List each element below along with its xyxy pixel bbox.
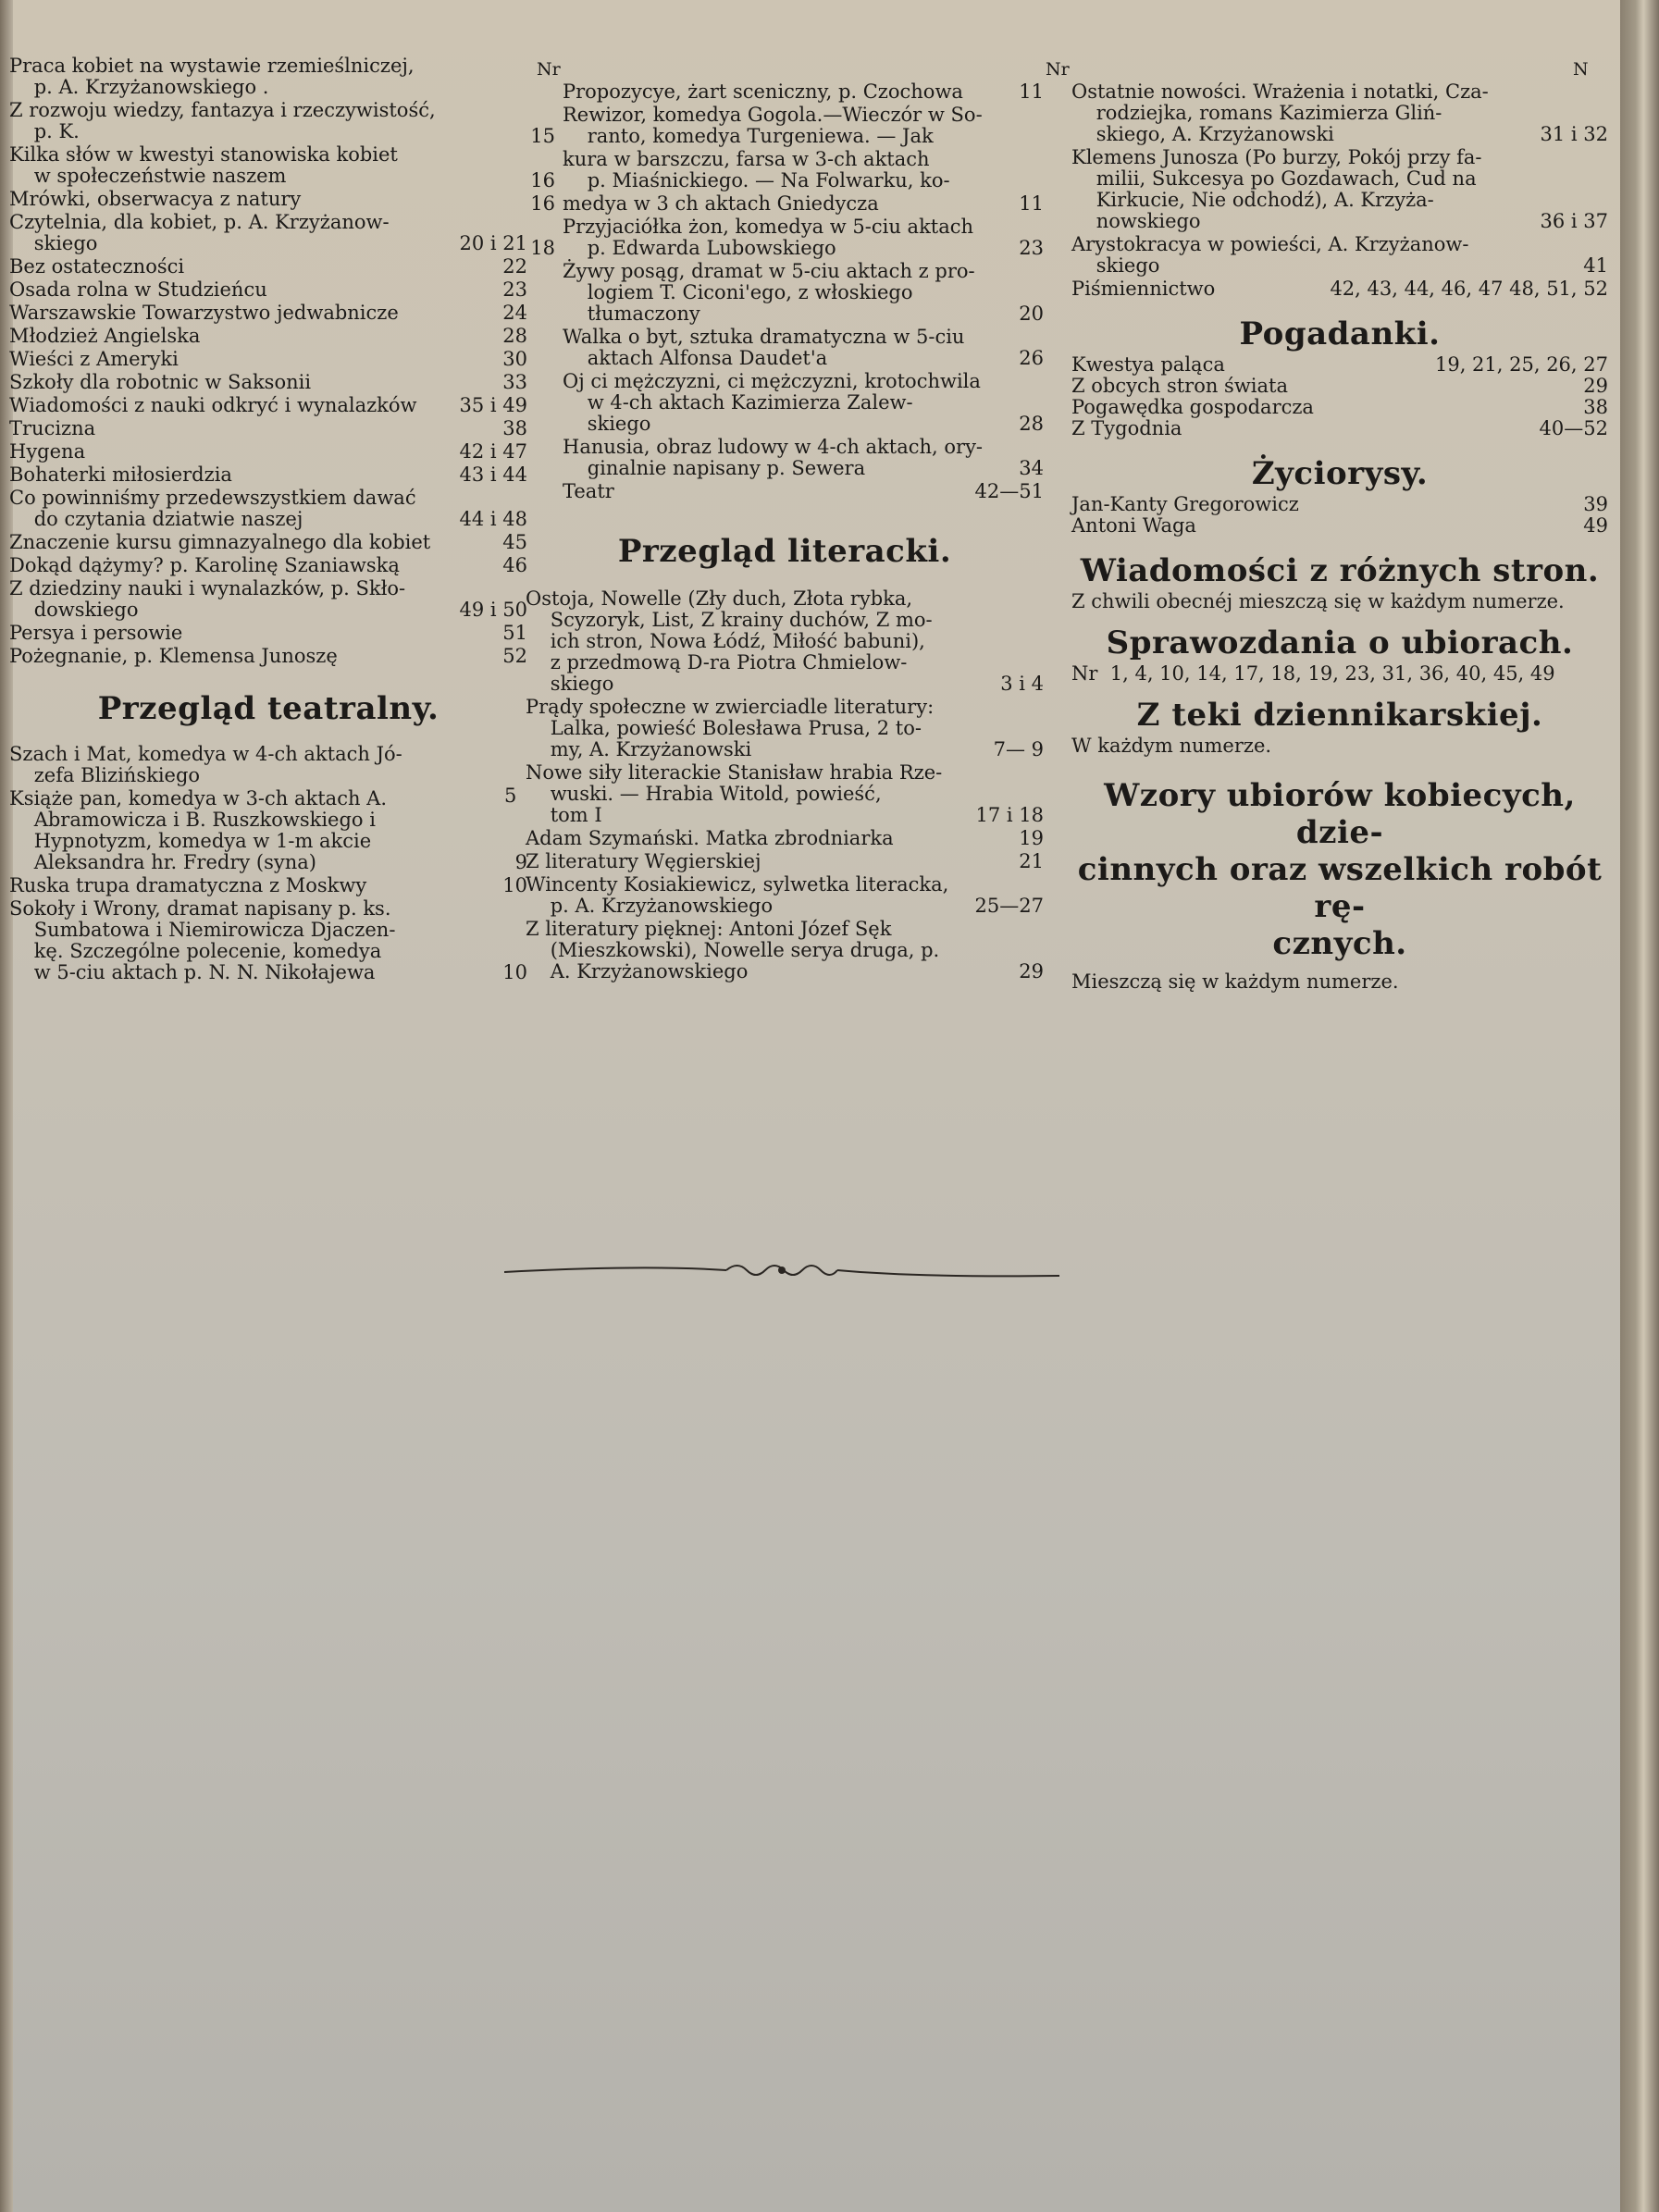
entry-issue-number: 23	[1019, 237, 1044, 259]
entry-text: Pożegnanie, p. Klemensa Junoszę	[9, 645, 338, 667]
entry-text: Znaczenie kursu gimnazyalnego dla kobiet	[9, 531, 431, 553]
entry-text: Persya i persowie	[9, 622, 183, 644]
index-entry	[9, 256, 527, 278]
entry-text: Wiadomości z nauki odkryć i wynalazków	[9, 394, 417, 416]
entry-issue-number: 25—27	[974, 895, 1044, 917]
index-entry	[9, 144, 527, 187]
entry-issue-number: 49 i 50	[459, 599, 527, 621]
index-entry	[526, 851, 1044, 872]
index-entry	[9, 464, 527, 486]
entry-issue-number: 33	[502, 371, 527, 393]
index-entry	[1071, 81, 1608, 145]
entry-text: Wieści z Ameryki	[9, 348, 179, 370]
entry-left-number: 16	[530, 192, 555, 215]
entry-issue-number: 9	[514, 851, 527, 873]
entry-issue-number: 3 i 4	[1000, 673, 1044, 695]
entry-issue-number: 26	[1019, 347, 1044, 369]
index-entry	[526, 697, 1044, 760]
entry-issue-number: 44 i 48	[459, 508, 527, 530]
entry-issue-number: 28	[1019, 413, 1044, 435]
ornament-divider	[504, 1254, 1059, 1291]
entry-text: Szach i Mat, komedya w 4-ch aktach Jó- zefa Blizińskiego	[9, 743, 402, 786]
index-entry	[9, 646, 527, 667]
column-3	[1071, 81, 1608, 993]
entry-text: Trucizna	[9, 417, 96, 439]
index-entry	[9, 578, 527, 621]
entry-text: Nowe siły literackie Stanisław hrabia Rze- wuski. — Hrabia Witold, powieść, tom I	[526, 761, 943, 826]
entry-text: Co powinniśmy przedewszystkiem dawać do czytania dziatwie naszej	[9, 487, 416, 530]
index-entry	[1071, 376, 1608, 397]
entry-text: Prądy społeczne w zwierciadle literatury: Lalka, powieść Bolesława Prusa, 2 to- my, A. Krzyżanowski	[526, 696, 935, 760]
index-entry	[526, 216, 1044, 259]
entry-issue-number: 29	[1583, 375, 1608, 397]
entry-text: Z literatury Węgierskiej	[526, 850, 761, 872]
index-entry	[9, 875, 527, 896]
entry-issue-number: 28	[502, 325, 527, 347]
column-1	[9, 56, 527, 985]
index-entry	[9, 212, 527, 254]
entry-issue-number: 42, 43, 44, 46, 47 48, 51, 52	[1330, 278, 1608, 300]
entry-text: Kilka słów w kwestyi stanowiska kobiet w społeczeństwie naszem	[9, 143, 398, 187]
index-entry	[1071, 397, 1608, 418]
entry-text: Hanusia, obraz ludowy w 4-ch aktach, ory- ginalnie napisany p. Sewera	[563, 436, 984, 479]
index-entry	[1071, 515, 1608, 537]
index-entry	[9, 326, 527, 347]
entry-text: Z Tygodnia	[1071, 417, 1182, 439]
news-text: Z chwili obecnéj mieszczą się w każdym numerze.	[1071, 590, 1565, 612]
index-entry	[9, 623, 527, 644]
index-entry	[9, 898, 527, 983]
index-entry	[526, 481, 1044, 502]
entry-text: Szkoły dla robotnic w Saksonii	[9, 371, 312, 393]
page-edge-right	[1620, 0, 1659, 2212]
entry-issue-number: 52	[502, 645, 527, 667]
fashion-issue-list: Nr 1, 4, 10, 14, 17, 18, 19, 23, 31, 36, 40, 45, 49	[1071, 662, 1555, 685]
theatre-entry-list	[9, 744, 527, 983]
entry-issue-number: 10	[502, 961, 527, 983]
index-entry	[9, 788, 527, 873]
index-entry	[9, 303, 527, 324]
section-title-fashion: Sprawozdania o ubiorach.	[1106, 624, 1574, 661]
entry-text: Antoni Waga	[1071, 514, 1196, 537]
index-entry	[526, 327, 1044, 369]
index-entry	[9, 349, 527, 370]
entry-text: Propozycye, żart sceniczny, p. Czochowa	[563, 80, 963, 103]
entry-text: Sokoły i Wrony, dramat napisany p. ks. Sumbatowa i Niemirowicza Djaczen- kę. Szczególne polecenie, komedya w 5-ciu aktach p. N. N. Nikołajewa	[9, 897, 396, 983]
col1-entry-list	[9, 56, 527, 667]
index-entry	[9, 279, 527, 301]
entry-text: Ostatnie nowości. Wrażenia i notatki, Cza- rodziejka, romans Kazimierza Gliń- skiego, A. Krzyżanowski	[1071, 80, 1489, 145]
index-entry	[9, 532, 527, 553]
entry-text: Osada rolna w Studzieńcu	[9, 278, 267, 301]
entry-left-number: 18	[530, 237, 555, 259]
entry-text: Piśmiennictwo	[1071, 278, 1216, 300]
entry-left-number: 15	[530, 125, 555, 147]
entry-text: Z dziedziny nauki i wynalazków, p. Skło- dowskiego	[9, 577, 406, 621]
entry-text: Przyjaciółka żon, komedya w 5-ciu aktach p. Edwarda Lubowskiego	[563, 216, 974, 259]
index-entry	[526, 919, 1044, 982]
entry-text: Bohaterki miłosierdzia	[9, 463, 232, 486]
biography-entry-list	[1071, 494, 1608, 537]
entry-issue-number: 22	[502, 255, 527, 278]
index-entry	[526, 371, 1044, 435]
talks-entry-list	[1071, 354, 1608, 439]
entry-text: Z literatury pięknej: Antoni Józef Sęk (Mieszkowski), Nowelle serya druga, p. A. Krzyżanowskiego	[526, 918, 940, 982]
literary-entry-list	[526, 588, 1044, 982]
index-entry	[9, 555, 527, 576]
nr-header-col3-right: N	[1573, 59, 1589, 80]
entry-issue-number: 40—52	[1539, 417, 1608, 439]
entry-issue-number: 20 i 21	[459, 232, 527, 254]
index-entry	[1071, 278, 1608, 300]
section-title-news: Wiadomości z różnych stron.	[1080, 552, 1600, 589]
index-entry	[526, 81, 1044, 103]
patterns-text: Mieszczą się w każdym numerze.	[1071, 970, 1399, 993]
entry-issue-number: 23	[502, 278, 527, 301]
entry-issue-number: 17 i 18	[975, 804, 1044, 826]
entry-text: Kwestya paląca	[1071, 353, 1225, 376]
entry-text: kura w barszczu, farsa w 3-ch aktach p. Miaśnickiego. — Na Folwarku, ko-	[563, 148, 950, 192]
nr-header-col2: Nr	[537, 59, 561, 80]
margin-issue-number: 5	[504, 785, 517, 807]
section-title-literary: Przegląd literacki.	[617, 533, 952, 570]
index-entry	[9, 488, 527, 530]
col2-entry-list	[526, 81, 1044, 502]
section-title-talks: Pogadanki.	[1239, 315, 1441, 352]
entry-text: medya w 3 ch aktach Gniedycza	[563, 192, 879, 215]
entry-text: Oj ci mężczyzni, ci mężczyzni, krotochwila w 4-ch aktach Kazimierza Zalew- skiego	[563, 370, 981, 435]
index-entry	[9, 744, 527, 786]
index-entry	[526, 261, 1044, 325]
index-entry	[526, 762, 1044, 826]
index-entry	[1071, 147, 1608, 232]
index-entry	[1071, 494, 1608, 515]
index-entry	[9, 395, 527, 416]
section-title-journal: Z teki dziennikarskiej.	[1136, 697, 1543, 734]
entry-issue-number: 46	[502, 554, 527, 576]
entry-text: Adam Szymański. Matka zbrodniarka	[526, 827, 894, 849]
entry-issue-number: 7— 9	[993, 738, 1044, 760]
entry-issue-number: 49	[1583, 514, 1608, 537]
entry-text: Dokąd dążymy? p. Karolinę Szaniawską	[9, 554, 400, 576]
entry-issue-number: 42 i 47	[459, 440, 527, 463]
entry-text: Książe pan, komedya w 3-ch aktach A. Abramowicza i B. Ruszkowskiego i Hypnotyzm, komedya w 1-m akcie Aleksandra hr. Fredry (syna)	[9, 787, 387, 873]
index-entry	[526, 828, 1044, 849]
index-entry	[526, 149, 1044, 192]
entry-text: Młodzież Angielska	[9, 325, 201, 347]
entry-issue-number: 11	[1019, 192, 1044, 215]
index-entry	[9, 56, 527, 98]
entry-text: Czytelnia, dla kobiet, p. A. Krzyżanow- skiego	[9, 211, 390, 254]
entry-text: Ruska trupa dramatyczna z Moskwy	[9, 874, 367, 896]
entry-issue-number: 38	[1583, 396, 1608, 418]
entry-left-number: 16	[530, 169, 555, 192]
entry-text: Warszawskie Towarzystwo jedwabnicze	[9, 302, 399, 324]
index-entry	[9, 418, 527, 439]
index-entry	[9, 100, 527, 142]
entry-text: Praca kobiet na wystawie rzemieślniczej, p. A. Krzyżanowskiego .	[9, 55, 415, 98]
entry-issue-number: 29	[1019, 960, 1044, 982]
entry-text: Teatr	[563, 480, 614, 502]
section-title-theatre: Przegląd teatralny.	[97, 690, 440, 727]
journal-text: W każdym numerze.	[1071, 735, 1272, 757]
entry-issue-number: 51	[502, 622, 527, 644]
entry-issue-number: 34	[1019, 457, 1044, 479]
index-entry	[1071, 354, 1608, 376]
entry-text: Z obcych stron świata	[1071, 375, 1288, 397]
index-entry	[526, 874, 1044, 917]
entry-text: Bez ostateczności	[9, 255, 185, 278]
entry-issue-number: 24	[502, 302, 527, 324]
entry-issue-number: 31 i 32	[1540, 123, 1608, 145]
entry-issue-number: 19	[1019, 827, 1044, 849]
entry-text: Pogawędka gospodarcza	[1071, 396, 1314, 418]
col3-entry-list	[1071, 81, 1608, 300]
entry-text: Ostoja, Nowelle (Zły duch, Złota rybka, Scyzoryk, List, Z krainy duchów, Z mo- ich stron, Nowa Łódź, Miłość babuni), z przedmową D-ra Piotra Chmielow- skiego	[526, 587, 933, 695]
entry-issue-number: 35 i 49	[459, 394, 527, 416]
entry-issue-number: 41	[1583, 254, 1608, 277]
entry-text: Rewizor, komedya Gogola.—Wieczór w So- ranto, komedya Turgeniewa. — Jak	[563, 104, 983, 147]
index-entry	[9, 189, 527, 210]
entry-issue-number: 45	[502, 531, 527, 553]
index-entry	[526, 588, 1044, 695]
entry-issue-number: 43 i 44	[459, 463, 527, 486]
entry-issue-number: 21	[1019, 850, 1044, 872]
index-entry	[1071, 418, 1608, 439]
index-entry	[1071, 234, 1608, 277]
entry-issue-number: 38	[502, 417, 527, 439]
index-entry	[9, 372, 527, 393]
column-2	[526, 81, 1044, 984]
entry-text: Walka o byt, sztuka dramatyczna w 5-ciu aktach Alfonsa Daudet'a	[563, 326, 965, 369]
entry-issue-number: 39	[1583, 493, 1608, 515]
entry-text: Wincenty Kosiakiewicz, sylwetka literacka, p. A. Krzyżanowskiego	[526, 873, 949, 917]
entry-issue-number: 36 i 37	[1540, 210, 1608, 232]
section-title-biographies: Życiorysy.	[1251, 455, 1429, 492]
nr-header-col3-left: Nr	[1046, 59, 1070, 80]
index-entry	[526, 193, 1044, 215]
entry-text: Klemens Junosza (Po burzy, Pokój przy fa- milii, Sukcesya po Gozdawach, Cud na Kirkucie, Nie odchodź), A. Krzyża- nowskiego	[1071, 146, 1482, 232]
section-title-patterns: Wzory ubiorów kobiecych, dzie- cinnych oraz wszelkich robót rę- cznych.	[1077, 777, 1603, 962]
entry-issue-number: 30	[502, 348, 527, 370]
entry-text: Z rozwoju wiedzy, fantazya i rzeczywistość, p. K.	[9, 99, 436, 142]
entry-text: Mrówki, obserwacya z natury	[9, 188, 302, 210]
entry-issue-number: 19, 21, 25, 26, 27	[1434, 353, 1608, 376]
index-entry	[9, 441, 527, 463]
entry-text: Żywy posąg, dramat w 5-ciu aktach z pro- logiem T. Ciconi'ego, z włoskiego tłumaczony	[563, 260, 975, 325]
entry-issue-number: 11	[1019, 80, 1044, 103]
index-entry	[526, 437, 1044, 479]
entry-issue-number: 42—51	[974, 480, 1044, 502]
entry-text: Arystokracya w powieści, A. Krzyżanow- skiego	[1071, 233, 1469, 277]
entry-issue-number: 20	[1019, 303, 1044, 325]
entry-text: Hygena	[9, 440, 86, 463]
entry-issue-number: 10	[502, 874, 527, 896]
entry-text: Jan-Kanty Gregorowicz	[1071, 493, 1299, 515]
index-entry	[526, 105, 1044, 147]
